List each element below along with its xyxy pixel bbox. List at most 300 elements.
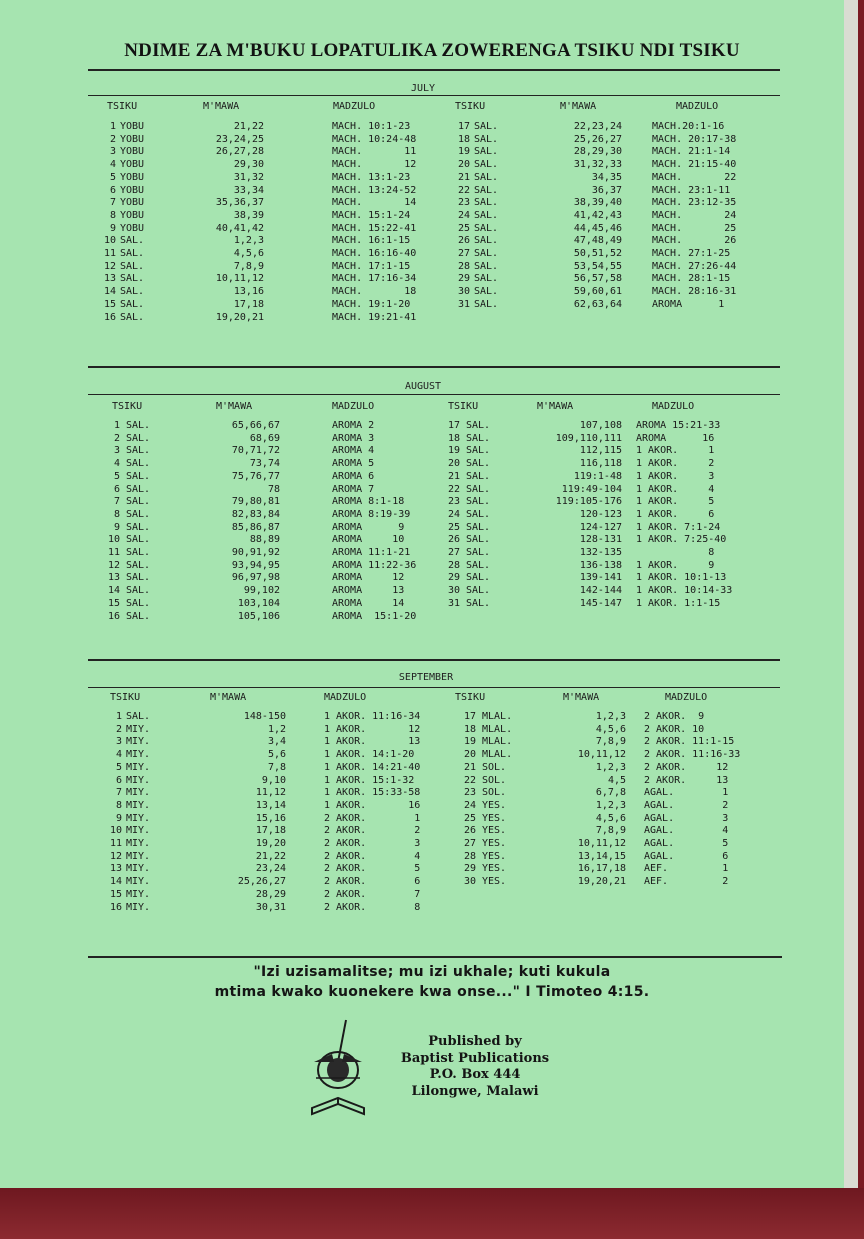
evening-cell: 1 AKOR. 5 — [636, 496, 715, 508]
day-cell: 15 — [103, 298, 116, 310]
day-cell: 4 — [113, 458, 120, 470]
evening-cell: AGAL. 2 — [644, 799, 729, 811]
day-cell: 7 — [115, 787, 122, 799]
evening-cell: 2 AKOR. 4 — [324, 850, 421, 862]
column-header-madzulo: MADZULO — [324, 692, 367, 703]
morning-cell: 1,2,3 — [595, 711, 626, 722]
day-cell: 31 — [457, 298, 470, 310]
day-cell: 29 — [457, 273, 470, 285]
book-cell: SAL. — [474, 209, 499, 221]
evening-cell: 1 AKOR. 15:1-32 — [324, 774, 415, 786]
book-cell: SAL. — [466, 420, 491, 431]
evening-cell: AROMA 15:1-20 — [332, 610, 417, 622]
morning-cell: 38,39 — [233, 209, 264, 221]
book-cell: MLAL. — [482, 736, 513, 748]
day-cell: 8 — [115, 799, 122, 811]
morning-cell: 19,20 — [255, 838, 286, 849]
day-cell: 17 — [457, 121, 470, 132]
rule — [88, 659, 780, 661]
morning-cell: 17,18 — [233, 298, 264, 310]
morning-cell: 75,76,77 — [231, 470, 280, 482]
book-cell: SAL. — [126, 432, 151, 444]
evening-cell: MACH. 28:1-15 — [652, 273, 731, 285]
morning-cell: 112,115 — [579, 445, 622, 457]
evening-cell: MACH.20:1-16 — [652, 121, 725, 132]
morning-cell: 1,2 — [267, 723, 286, 735]
morning-cell: 73,74 — [249, 458, 280, 470]
evening-cell: 1 AKOR. 15:33-58 — [324, 787, 421, 799]
day-cell: 28 — [463, 850, 476, 862]
column-header-madzulo: MADZULO — [665, 692, 708, 703]
morning-cell: 13,16 — [233, 286, 264, 298]
evening-cell: 1 AKOR. 6 — [636, 508, 715, 520]
morning-cell: 5,6 — [267, 749, 286, 761]
morning-cell: 13,14 — [255, 799, 286, 811]
evening-cell: AROMA 6 — [332, 470, 375, 482]
column-header-tsiku: TSIKU — [455, 101, 486, 112]
book-cell: SAL. — [120, 235, 145, 247]
rule — [88, 394, 780, 395]
book-cell: MIY. — [126, 863, 151, 875]
book-cell: SAL. — [120, 311, 145, 323]
morning-cell: 28,29 — [255, 888, 286, 900]
book-cell: SAL. — [120, 286, 145, 298]
day-cell: 30 — [447, 585, 460, 597]
morning-cell: 30,31 — [255, 901, 286, 913]
morning-cell: 4,5,6 — [233, 248, 264, 259]
book-cell: YOBU — [120, 146, 145, 158]
column-header-mawa: M'MAWA — [560, 101, 597, 112]
evening-cell: AROMA 11:1-21 — [332, 547, 411, 558]
day-cell: 29 — [447, 572, 460, 584]
day-cell: 14 — [109, 876, 122, 888]
book-cell: SAL. — [474, 273, 499, 285]
evening-cell: MACH. 24 — [652, 209, 737, 221]
evening-cell: MACH. 16:16-40 — [332, 248, 417, 259]
morning-cell: 99,102 — [243, 585, 280, 597]
morning-cell: 105,106 — [237, 610, 280, 622]
book-cell: SAL. — [126, 547, 151, 558]
book-cell: YOBU — [120, 171, 145, 183]
morning-cell: 1,2,3 — [595, 761, 626, 773]
morning-cell: 116,118 — [579, 458, 622, 470]
book-cell: MLAL. — [482, 711, 513, 722]
day-cell: 18 — [463, 723, 476, 735]
book-cell: SAL. — [466, 483, 491, 495]
evening-cell: 2 AKOR. 13 — [644, 774, 729, 786]
book-cell: SAL. — [474, 235, 499, 247]
day-cell: 27 — [447, 547, 460, 558]
evening-cell: AROMA 8:19-39 — [332, 508, 411, 520]
morning-cell: 139-141 — [579, 572, 622, 584]
book-cell: SAL. — [474, 121, 499, 132]
book-cell: MIY. — [126, 774, 151, 786]
day-cell: 26 — [463, 825, 476, 837]
evening-cell: MACH. 23:1-11 — [652, 184, 731, 196]
evening-cell: MACH. 27:1-25 — [652, 248, 731, 259]
morning-cell: 10,11,12 — [577, 749, 626, 761]
morning-cell: 145-147 — [579, 597, 622, 609]
book-cell: YOBU — [120, 159, 145, 171]
day-cell: 13 — [107, 572, 120, 584]
evening-cell: MACH. 15:22-41 — [332, 222, 417, 234]
day-cell: 6 — [109, 184, 116, 196]
column-header-mawa: M'MAWA — [216, 401, 253, 412]
background-band — [0, 1188, 864, 1239]
day-cell: 18 — [447, 432, 460, 444]
book-cell: SAL. — [474, 146, 499, 158]
evening-cell: MACH. 10:1-23 — [332, 121, 411, 132]
column-header-mawa: M'MAWA — [537, 401, 574, 412]
morning-cell: 79,80,81 — [231, 496, 280, 508]
day-cell: 30 — [457, 286, 470, 298]
morning-cell: 88,89 — [249, 534, 280, 546]
column-header-tsiku: TSIKU — [448, 401, 479, 412]
evening-cell: AROMA 10 — [332, 534, 405, 546]
morning-cell: 41,42,43 — [573, 209, 622, 221]
morning-cell: 119:1-48 — [573, 470, 622, 482]
column-header-mawa: M'MAWA — [563, 692, 600, 703]
column-header-madzulo: MADZULO — [652, 401, 695, 412]
column-header-mawa: M'MAWA — [210, 692, 247, 703]
evening-cell: AROMA 15:21-33 — [636, 420, 721, 431]
morning-cell: 23,24 — [255, 863, 286, 875]
evening-cell: AGAL. 1 — [644, 787, 729, 799]
day-cell: 7 — [109, 197, 116, 209]
book-cell: YES. — [482, 876, 507, 888]
evening-cell: AROMA 14 — [332, 597, 405, 609]
evening-cell: MACH. 13:1-23 — [332, 171, 411, 183]
morning-cell: 3,4 — [267, 736, 286, 748]
morning-cell: 7,8,9 — [595, 736, 626, 748]
evening-cell: 2 AKOR. 10 — [644, 723, 705, 735]
day-cell: 13 — [103, 273, 116, 285]
evening-cell: MACH. 12 — [332, 159, 417, 171]
morning-cell: 35,36,37 — [215, 197, 264, 209]
day-cell: 28 — [447, 559, 460, 571]
day-cell: 30 — [463, 876, 476, 888]
day-cell: 3 — [115, 736, 122, 748]
evening-cell: AGAL. 5 — [644, 838, 729, 849]
day-cell: 14 — [107, 585, 120, 597]
day-cell: 15 — [107, 597, 120, 609]
book-cell: SAL. — [126, 521, 151, 533]
publisher-line: Lilongwe, Malawi — [411, 1083, 539, 1099]
evening-cell: MACH. 16:1-15 — [332, 235, 411, 247]
book-cell: MIY. — [126, 888, 151, 900]
morning-cell: 65,66,67 — [231, 420, 280, 431]
book-cell: SAL. — [474, 260, 499, 272]
book-cell: SAL. — [474, 133, 499, 145]
book-cell: SAL. — [126, 483, 151, 495]
book-cell: SAL. — [126, 572, 151, 584]
morning-cell: 96,97,98 — [231, 572, 280, 584]
day-cell: 10 — [109, 825, 122, 837]
book-cell: SAL. — [126, 711, 151, 722]
evening-cell: 1 AKOR. 10:14-33 — [636, 585, 733, 597]
book-cell: SAL. — [120, 273, 145, 285]
evening-cell: AROMA 8:1-18 — [332, 496, 405, 508]
evening-cell: MACH. 26 — [652, 235, 737, 247]
day-cell: 3 — [109, 146, 116, 158]
morning-cell: 59,60,61 — [573, 286, 622, 298]
evening-cell: AGAL. 3 — [644, 812, 729, 824]
book-cell: YES. — [482, 812, 507, 824]
morning-cell: 124-127 — [579, 521, 622, 533]
book-cell: SAL. — [474, 222, 499, 234]
day-cell: 18 — [457, 133, 470, 145]
day-cell: 23 — [447, 496, 460, 508]
day-cell: 24 — [463, 799, 476, 811]
evening-cell: 2 AKOR. 3 — [324, 838, 421, 849]
evening-cell: AGAL. 6 — [644, 850, 729, 862]
morning-cell: 4,5 — [607, 774, 626, 786]
book-cell: YES. — [482, 825, 507, 837]
evening-cell: AROMA 1 — [652, 298, 725, 310]
day-cell: 21 — [447, 470, 460, 482]
rule — [88, 687, 780, 688]
evening-cell: AROMA 12 — [332, 572, 405, 584]
evening-cell: 1 AKOR. 10:1-13 — [636, 572, 727, 584]
evening-cell: 1 AKOR. 13 — [324, 736, 421, 748]
day-cell: 12 — [107, 559, 120, 571]
book-cell: MIY. — [126, 787, 151, 799]
book-cell: MIY. — [126, 749, 151, 761]
day-cell: 4 — [109, 159, 116, 171]
morning-cell: 68,69 — [249, 432, 280, 444]
morning-cell: 107,108 — [579, 420, 622, 431]
day-cell: 12 — [109, 850, 122, 862]
day-cell: 16 — [107, 610, 120, 622]
column-header-mawa: M'MAWA — [203, 101, 240, 112]
morning-cell: 136-138 — [579, 559, 622, 571]
day-cell: 8 — [109, 209, 116, 221]
morning-cell: 21,22 — [233, 121, 264, 132]
morning-cell: 29,30 — [233, 159, 264, 171]
evening-cell: 1 AKOR. 12 — [324, 723, 421, 735]
book-cell: SAL. — [474, 286, 499, 298]
book-cell: YES. — [482, 850, 507, 862]
day-cell: 21 — [463, 761, 476, 773]
book-cell: SAL. — [466, 547, 491, 558]
book-cell: SOL. — [482, 774, 507, 786]
book-cell: SAL. — [466, 470, 491, 482]
rule — [88, 366, 780, 368]
book-cell: YOBU — [120, 184, 145, 196]
morning-cell: 22,23,24 — [573, 121, 622, 132]
day-cell: 22 — [447, 483, 460, 495]
day-cell: 27 — [463, 838, 476, 849]
rule — [88, 69, 780, 71]
book-cell: MIY. — [126, 838, 151, 849]
evening-cell: 1 AKOR. 3 — [636, 470, 715, 482]
morning-cell: 10,11,12 — [577, 838, 626, 849]
morning-cell: 119:49-104 — [561, 483, 622, 495]
quote-line-1: "Izi uzisamalitse; mu izi ukhale; kuti kukula — [253, 964, 611, 980]
day-cell: 4 — [115, 749, 122, 761]
column-header-tsiku: TSIKU — [107, 101, 138, 112]
evening-cell: 2 AKOR. 8 — [324, 901, 421, 913]
evening-cell: 1 AKOR. 14:1-20 — [324, 749, 415, 761]
book-cell: SAL. — [126, 597, 151, 609]
morning-cell: 26,27,28 — [215, 146, 264, 158]
morning-cell: 128-131 — [579, 534, 622, 546]
morning-cell: 132-135 — [579, 547, 622, 558]
day-cell: 11 — [103, 248, 116, 259]
morning-cell: 1,2,3 — [595, 799, 626, 811]
morning-cell: 47,48,49 — [573, 235, 622, 247]
book-cell: MIY. — [126, 736, 151, 748]
day-cell: 19 — [457, 146, 470, 158]
morning-cell: 148-150 — [243, 711, 286, 722]
morning-cell: 11,12 — [255, 787, 286, 799]
morning-cell: 62,63,64 — [573, 298, 622, 310]
book-cell: SAL. — [466, 534, 491, 546]
evening-cell: MACH. 28:16-31 — [652, 286, 737, 298]
day-cell: 21 — [457, 171, 470, 183]
evening-cell: 1 AKOR. 7:1-24 — [636, 521, 721, 533]
evening-cell: AROMA 4 — [332, 445, 375, 457]
book-cell: SAL. — [126, 420, 151, 431]
evening-cell: MACH. 27:26-44 — [652, 260, 737, 272]
book-cell: SAL. — [126, 534, 151, 546]
day-cell: 25 — [457, 222, 470, 234]
day-cell: 20 — [463, 749, 476, 761]
evening-cell: 1 AKOR. 9 — [636, 559, 715, 571]
book-cell: SAL. — [466, 458, 491, 470]
book-cell: MIY. — [126, 876, 151, 888]
morning-cell: 19,20,21 — [577, 876, 626, 888]
evening-cell: AROMA 11:22-36 — [332, 559, 417, 571]
publisher-line: Baptist Publications — [400, 1050, 550, 1066]
evening-cell: MACH. 10:24-48 — [332, 133, 417, 145]
morning-cell: 78 — [267, 483, 280, 495]
book-cell: YES. — [482, 838, 507, 849]
book-cell: SAL. — [474, 159, 499, 171]
day-cell: 1 — [109, 121, 116, 132]
evening-cell: 2 AKOR. 1 — [324, 812, 421, 824]
evening-cell: MACH. 17:1-15 — [332, 260, 411, 272]
book-cell: SAL. — [474, 184, 499, 196]
evening-cell: MACH. 22 — [652, 171, 737, 183]
morning-cell: 19,20,21 — [215, 311, 264, 323]
publisher-line: P.O. Box 444 — [429, 1067, 521, 1082]
day-cell: 10 — [107, 534, 120, 546]
book-cell: SAL. — [466, 521, 491, 533]
book-cell: SAL. — [126, 445, 151, 457]
morning-cell: 82,83,84 — [231, 508, 280, 520]
day-cell: 9 — [115, 812, 122, 824]
day-cell: 5 — [113, 470, 120, 482]
column-header-tsiku: TSIKU — [112, 401, 143, 412]
day-cell: 23 — [463, 787, 476, 799]
morning-cell: 103,104 — [237, 597, 280, 609]
day-cell: 17 — [463, 711, 476, 722]
morning-cell: 53,54,55 — [573, 260, 622, 272]
evening-cell: AGAL. 4 — [644, 825, 729, 837]
day-cell: 9 — [109, 222, 116, 234]
column-header-madzulo: MADZULO — [332, 401, 375, 412]
book-cell: YOBU — [120, 222, 145, 234]
book-cell: SAL. — [126, 559, 151, 571]
evening-cell: 2 AKOR. 11:1-15 — [644, 736, 735, 748]
morning-cell: 93,94,95 — [231, 559, 280, 571]
page-edge — [844, 0, 858, 1188]
day-cell: 25 — [447, 521, 460, 533]
evening-cell: 8 — [636, 547, 715, 558]
book-cell: MIY. — [126, 723, 151, 735]
day-cell: 1 — [115, 711, 122, 722]
evening-cell: MACH. 25 — [652, 222, 737, 234]
book-cell: MIY. — [126, 761, 151, 773]
day-cell: 16 — [109, 901, 122, 913]
month-title-august: AUGUST — [404, 381, 442, 392]
book-cell: SAL. — [466, 445, 491, 457]
book-cell: MIY. — [126, 850, 151, 862]
day-cell: 26 — [447, 534, 460, 546]
evening-cell: 1 AKOR. 1 — [636, 445, 715, 457]
morning-cell: 1,2,3 — [233, 235, 264, 247]
morning-cell: 4,5,6 — [595, 812, 626, 824]
book-cell: YOBU — [120, 197, 145, 209]
evening-cell: MACH. 18 — [332, 286, 417, 298]
evening-cell: AEF. 1 — [644, 863, 729, 875]
book-cell: YES. — [482, 863, 507, 875]
column-header-tsiku: TSIKU — [110, 692, 141, 703]
day-cell: 2 — [115, 723, 122, 735]
morning-cell: 38,39,40 — [573, 197, 622, 209]
quote-line-2: mtima kwako kuonekere kwa onse..." I Timoteo 4:15. — [214, 984, 650, 1000]
morning-cell: 119:105-176 — [555, 496, 622, 508]
evening-cell: 1 AKOR. 1:1-15 — [636, 597, 721, 609]
day-cell: 11 — [109, 838, 122, 849]
book-cell: SAL. — [466, 432, 491, 444]
day-cell: 12 — [103, 260, 116, 272]
book-cell: MIY. — [126, 901, 151, 913]
book-cell: YOBU — [120, 121, 145, 132]
evening-cell: MACH. 20:17-38 — [652, 133, 737, 145]
morning-cell: 109,110,111 — [555, 432, 622, 444]
day-cell: 20 — [457, 159, 470, 171]
day-cell: 19 — [447, 445, 460, 457]
month-title-july: JULY — [410, 83, 436, 94]
day-cell: 5 — [109, 171, 116, 183]
morning-cell: 120-123 — [579, 508, 622, 520]
evening-cell: MACH. 17:16-34 — [332, 273, 417, 285]
day-cell: 11 — [107, 547, 120, 558]
morning-cell: 31,32 — [233, 171, 264, 183]
day-cell: 5 — [115, 761, 122, 773]
rule — [88, 95, 780, 96]
book-cell: SAL. — [120, 298, 145, 310]
evening-cell: AROMA 9 — [332, 521, 405, 533]
morning-cell: 31,32,33 — [573, 159, 622, 171]
page-title: NDIME ZA M'BUKU LOPATULIKA ZOWERENGA TSIKU NDI TSIKU — [124, 40, 740, 61]
evening-cell: MACH. 11 — [332, 146, 417, 158]
evening-cell: 2 AKOR. 2 — [324, 825, 421, 837]
day-cell: 28 — [457, 260, 470, 272]
day-cell: 29 — [463, 863, 476, 875]
day-cell: 22 — [457, 184, 470, 196]
book-cell: SAL. — [466, 572, 491, 584]
day-cell: 24 — [457, 209, 470, 221]
book-cell: SOL. — [482, 787, 507, 799]
evening-cell: MACH. 13:24-52 — [332, 184, 417, 196]
morning-cell: 10,11,12 — [215, 273, 264, 285]
month-title-september: SEPTEMBER — [398, 672, 454, 683]
column-header-madzulo: MADZULO — [676, 101, 719, 112]
evening-cell: MACH. 21:15-40 — [652, 159, 737, 171]
